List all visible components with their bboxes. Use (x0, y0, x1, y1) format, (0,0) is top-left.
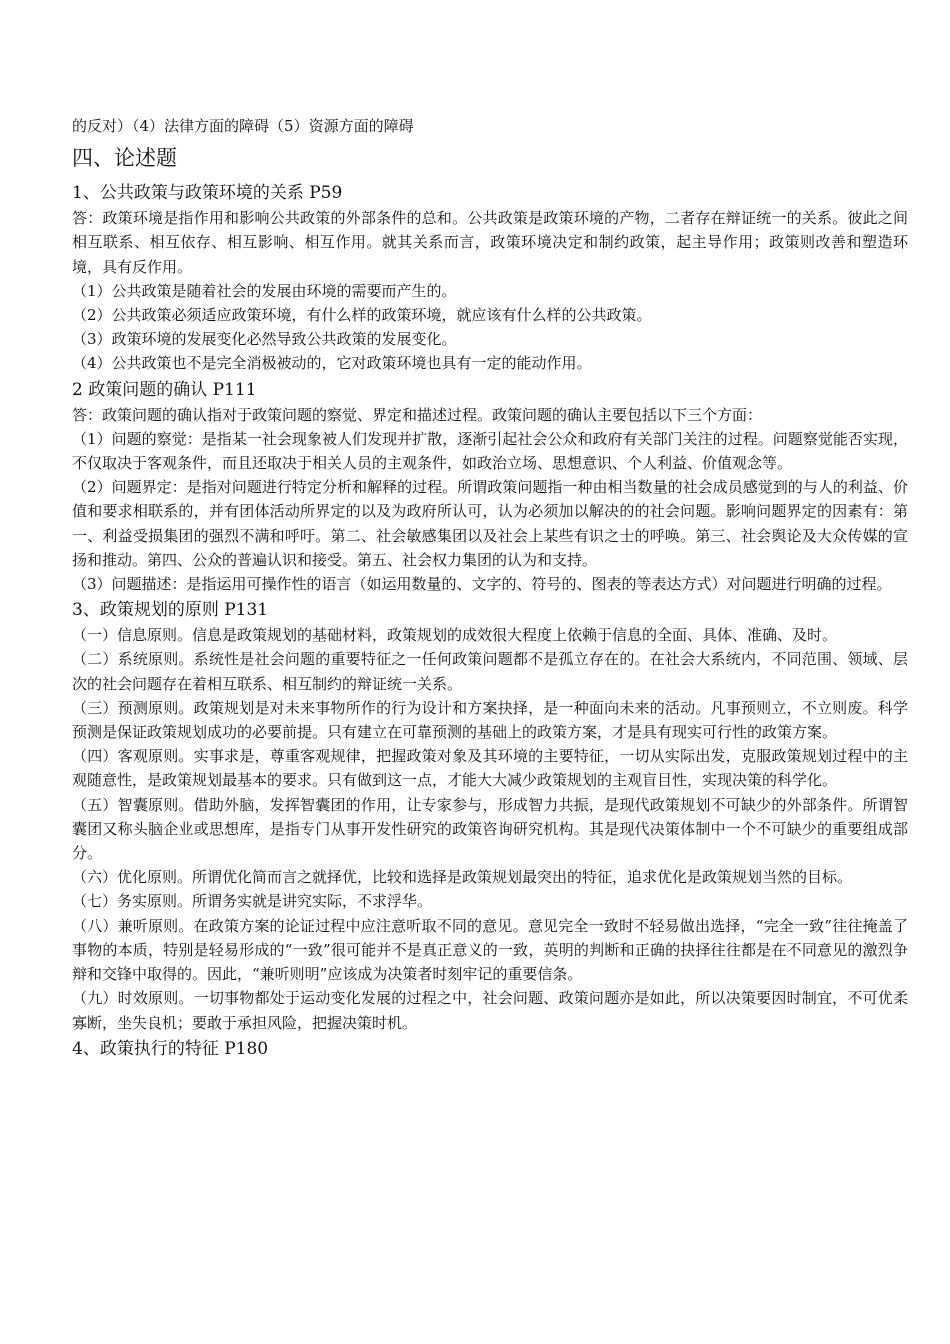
question-4-title: 4、政策执行的特征 P180 (72, 1038, 269, 1059)
question-2-point: （1）问题的察觉：是指某一社会现象被人们发现并扩散，逐渐引起社会公众和政府有关部门关注的过程。问题察觉能否实现，不仅取决于客观条件，而且还取决于相关人员的主观条件，如政治立场、思想意识、个人利益、价值观念等。 (72, 429, 908, 473)
question-3-point: （一）信息原则。信息是政策规划的基础材料，政策规划的成效很大程度上依赖于信息的全面、具体、准确、及时。 (72, 626, 838, 645)
question-3-point: （七）务实原则。所谓务实就是讲究实际，不求浮华。 (72, 892, 433, 911)
question-2-point: （3）问题描述：是指运用可操作性的语言（如运用数量的、文字的、符号的、图表的等表达方式）对问题进行明确的过程。 (72, 575, 892, 594)
question-3-point: （九）时效原则。一切事物都处于运动变化发展的过程之中，社会问题、政策问题亦是如此，所以决策要因时制宜，不可优柔寡断，坐失良机；要敢于承担风险，把握决策时机。 (72, 989, 908, 1032)
question-3-point: （三）预测原则。政策规划是对未来事物所作的行为设计和方案抉择，是一种面向未来的活动。凡事预则立，不立则废。科学预测是保证政策规划成功的必要前提。只有建立在可靠预测的基础上的政策方案，才是具有现实可行性的政策方案。 (72, 698, 908, 742)
question-1-point: （4）公共政策也不是完全消极被动的，它对政策环境也具有一定的能动作用。 (72, 354, 592, 373)
question-2-answer: 答：政策问题的确认指对于政策问题的察觉、界定和描述过程。政策问题的确认主要包括以下三个方面： (72, 405, 763, 424)
question-3-title: 3、政策规划的原则 P131 (72, 600, 269, 621)
question-1-answer: 答：政策环境是指作用和影响公共政策的外部条件的总和。公共政策是政策环境的产物，二者存在辩证统一的关系。彼此之间相互联系、相互依存、相互影响、相互作用。就其关系而言，政策环境决定和制约政策，起主导作用；政策则改善和塑造环境，具有反作用。 (72, 209, 908, 276)
continued-line: 的反对）（4）法律方面的障碍（5）资源方面的障碍 (72, 117, 414, 135)
question-1-point: （1）公共政策是随着社会的发展由环境的需要而产生的。 (72, 281, 457, 300)
question-2-point: （2）问题界定：是指对问题进行特定分析和解释的过程。所谓政策问题指一种由相当数量的社会成员感觉到的与人的利益、价值和要求相联系的，并有团体活动所界定的以及为政府所认可，认为必须加以解决的的社会问题。影响问题界定的因素有：第一、利益受损集团的强烈不满和呼吁。第二、社会敏感集团以及社会上某些有识之士的呼唤。第三、社会舆论及大众传媒的宣扬和推动。第四、公众的普遍认识和接受。第五、社会权力集团的认为和支持。 (72, 478, 908, 569)
question-3-point: （八）兼听原则。在政策方案的论证过程中应注意听取不同的意见。意见完全一致时不轻易做出选择，“完全一致”往往掩盖了事物的本质，特别是轻易形成的“一致”很可能并不是真正意义的一致，英明的判断和正确的抉择往往都是在不同意见的激烈争辩和交锋中取得的。因此，“兼听则明”应该成为决策者时刻牢记的重要信条。 (72, 916, 908, 984)
question-3-point: （四）客观原则。实事求是，尊重客观规律，把握政策对象及其环境的主要特征，一切从实际出发，克服政策规划过程中的主观随意性，是政策规划最基本的要求。只有做到这一点，才能大大减少政策规划的主观盲目性，实现决策的科学化。 (72, 747, 908, 790)
question-2-title: 2 政策问题的确认 P111 (72, 379, 257, 400)
section-title: 四、论述题 (72, 146, 177, 171)
question-1-title: 1、公共政策与政策环境的关系 P59 (72, 183, 343, 204)
question-3-point: （二）系统原则。系统性是社会问题的重要特征之一任何政策问题都不是孤立存在的。在社会大系统内，不同范围、领域、层次的社会问题存在着相互联系、相互制约的辩证统一关系。 (72, 650, 908, 693)
question-3-point: （五）智囊原则。借助外脑，发挥智囊团的作用，让专家参与，形成智力共振，是现代政策规划不可缺少的外部条件。所谓智囊团又称头脑企业或思想库，是指专门从事开发性研究的政策咨询研究机构。其是现代决策体制中一个不可缺少的重要组成部分。 (72, 795, 908, 863)
document-page (72, 114, 908, 1062)
question-1-point: （2）公共政策必须适应政策环境，有什么样的政策环境，就应该有什么样的公共政策。 (72, 306, 652, 325)
question-1-point: （3）政策环境的发展变化必然导致公共政策的发展变化。 (72, 330, 457, 349)
question-3-point: （六）优化原则。所谓优化简而言之就择优，比较和选择是政策规划最突出的特征，追求优化是政策规划当然的目标。 (72, 868, 853, 887)
